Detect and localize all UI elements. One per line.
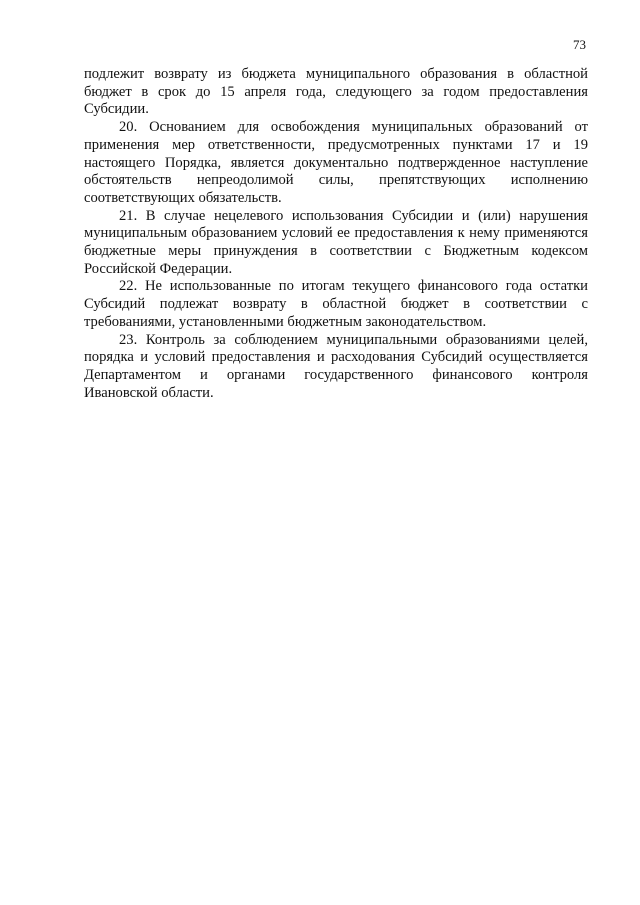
paragraph-21: 21. В случае нецелевого использования Субсидии и (или) нарушения муниципальным образованием условий ее предоставления к нему применяются бюджетные меры принуждения в соответствии с Бюджетным кодексом Российской Федерации. <box>84 207 588 277</box>
paragraph-22: 22. Не использованные по итогам текущего финансового года остатки Субсидий подлежат возврату в областной бюджет в соответствии с требованиями, установленными бюджетным законодательством. <box>84 278 588 330</box>
paragraph-23: 23. Контроль за соблюдением муниципальными образованиями целей, порядка и условий предоставления и расходования Субсидий осуществляется Департаментом и органами государственного финансового контроля Ивановской области. <box>84 331 588 401</box>
paragraph-continuation: подлежит возврату из бюджета муниципального образования в областной бюджет в срок до 15 апреля года, следующего за годом предоставления Субсидии. <box>84 66 588 118</box>
document-body <box>84 66 588 402</box>
paragraph-20: 20. Основанием для освобождения муниципальных образований от применения мер ответственности, предусмотренных пунктами 17 и 19 настоящего Порядка, является документально подтвержденное наступление обстоятельств непреодолимой силы, препятствующих исполнению соответствующих обязательств. <box>84 119 588 206</box>
page-number: 73 <box>573 37 586 52</box>
